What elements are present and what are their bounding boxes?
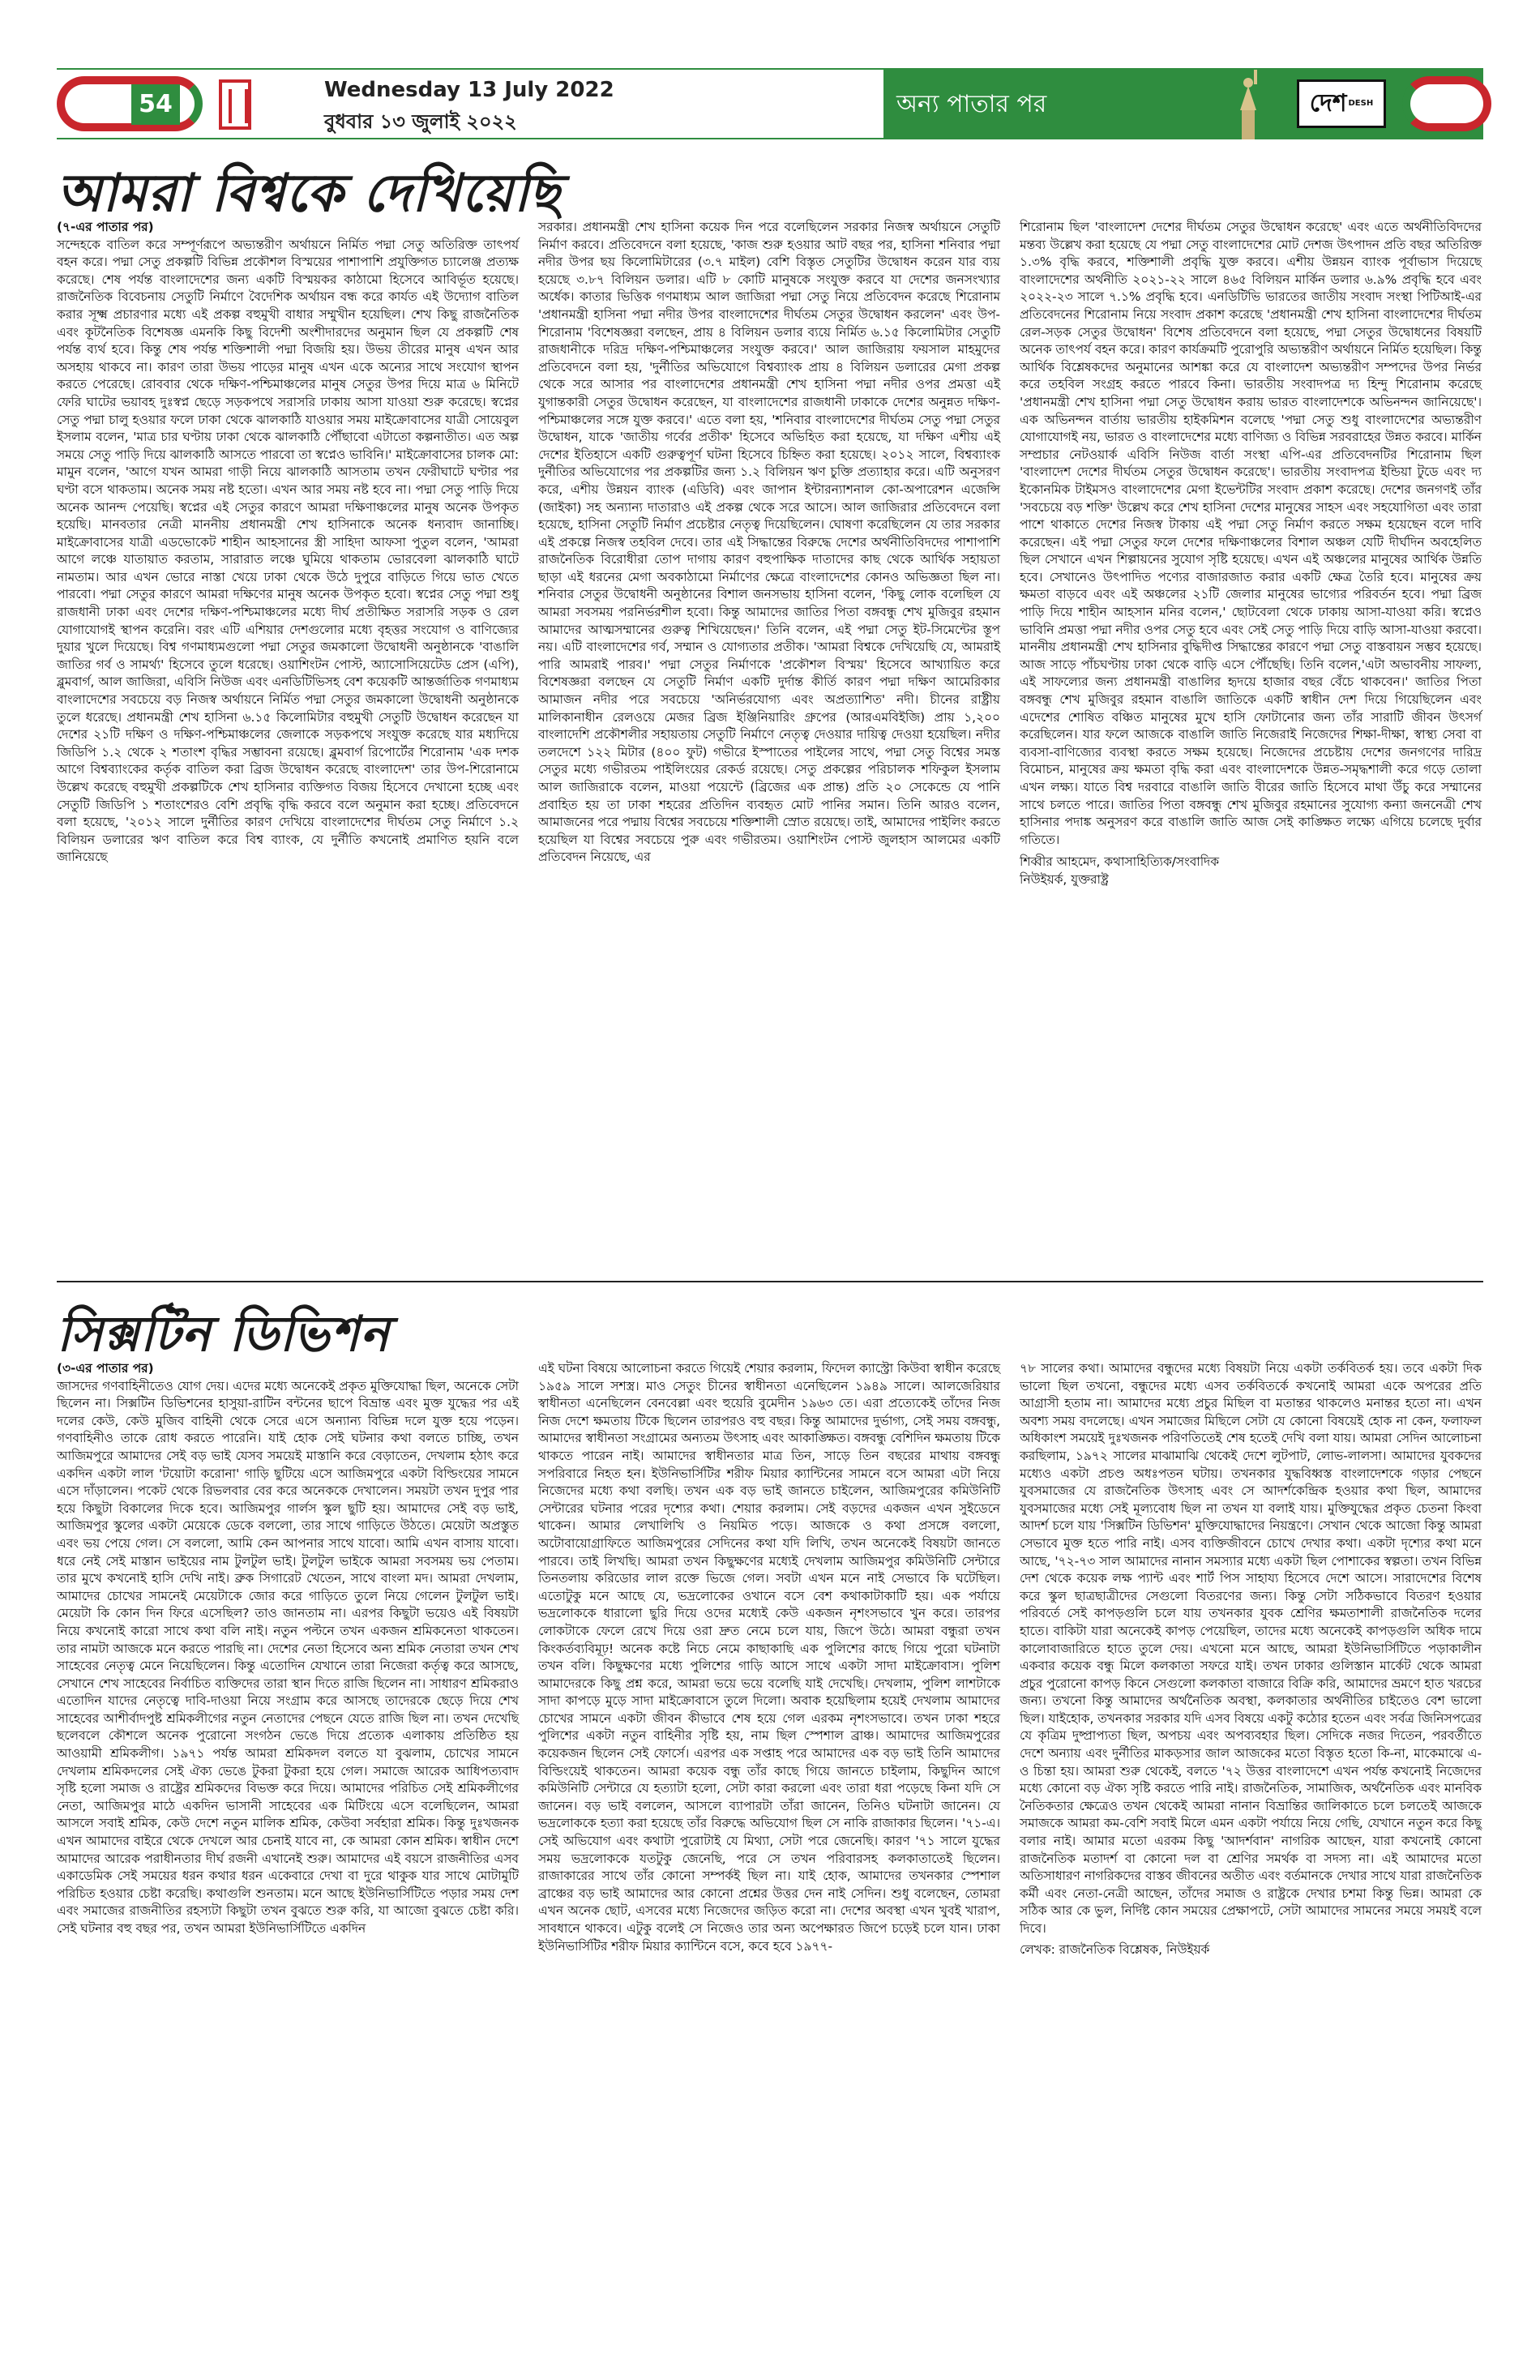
column-text: শিরোনাম ছিল 'বাংলাদেশ দেশের দীর্ঘতম সেতুর উদ্বোধন করেছে' এবং এতে অর্থনীতিবিদদের মন্তব্য উল্লেখ করা হয়েছে যে পদ্মা সেতু বাংলাদেশের মোট দেশজ উৎপাদন প্রতি বছর অতিরিক্ত ১.৩% বৃদ্ধি করবে, শক্তিশালী প্রবৃদ্ধি যুক্ত করবে। এশীয় উন্নয়ন ব্যাংক পূর্বাভাস দিয়েছে বাংলাদেশের অর্থনীতি ২০২১-২২ সালে ৪৬৫ বিলিয়ন মার্কিন ডলার ৬.৯% প্রবৃদ্ধি হবে এবং ২০২২-২৩ সালে ৭.১% প্রবৃদ্ধি হবে। এনডিটিভি ভারতের জাতীয় সংবাদ সংস্থা পিটিআই-এর প্রতিবেদনের শিরোনাম নিয়ে সংবাদ প্রকাশ করেছে 'প্রধানমন্ত্রী শেখ হাসিনা বাংলাদেশের দীর্ঘতম রেল-সড়ক সেতুর উদ্বোধন' বিশেষ প্রতিবেদনে বলা হয়েছে, পদ্মা সেতুর উদ্বোধনের বিষয়টি অনেক তাৎপর্য বহন করে। কারণ কার্যক্রমটি পুরোপুরি অভ্যন্তরীণ অর্থায়নে নির্মিত হয়েছিল। কিন্তু আর্থিক বিশ্লেষকদের অনুমানের আশঙ্কা করে যে বাংলাদেশ অভ্যন্তরীণ সম্পদের উপর নির্ভর করে তহবিল সংগ্রহ করতে পারবে কিনা। ভারতীয় সংবাদপত্র দ্য হিন্দু শিরোনাম করেছে 'প্রধানমন্ত্রী শেখ হাসিনা পদ্মা সেতু উদ্বোধন করায় ভারত বাংলাদেশকে অভিনন্দন জানিয়েছে'। এক অভিনন্দন বার্তায় ভারতীয় হাইকমিশন বলেছে 'পদ্মা সেতু শুধু বাংলাদেশের অভ্যন্তরীণ যোগাযোগই নয়, ভারত ও বাংলাদেশের মধ্যে বাণিজ্য ও বিভিন্ন সরবরাহের উন্নত করবে। মার্কিন সম্প্রচার নেটওয়ার্ক এবিসি নিউজ বার্তা সংস্থা এপি-এর প্রতিবেদনটির শিরোনাম ছিল 'বাংলাদেশ দেশের দীর্ঘতম সেতুর উদ্বোধন করেছে'। ভারতীয় সংবাদপত্র ইন্ডিয়া টুডে এবং দ্য ইকোনমিক টাইমসও বাংলাদেশের মেগা ইভেন্টটির সংবাদ প্রকাশ করেছে। দেশের জনগণই তাঁর 'সবচেয়ে বড় শক্তি' উল্লেখ করে শেখ হাসিনা দেশের মানুষের সাহস এবং সহযোগিতা এবং তারা পাশে থাকাতে দেশের নিজস্ব টাকায় এই পদ্মা সেতু নির্মাণ করতে সক্ষম হয়েছেন বলে দাবি করেছেন। এই পদ্মা সেতুর ফলে দেশের দক্ষিণাঞ্চলের বিশাল অঞ্চল যেটি দীর্ঘদিন অবহেলিত ছিল সেখানে এখন শিল্পায়নের সুযোগ সৃষ্টি হয়েছে। এখন এই অঞ্চলের মানুষের আর্থিক উন্নতি হবে। সেখানেও উৎপাদিত পণ্যের বাজারজাত করার একটি ক্ষেত্র তৈরি হবে। মানুষের ক্রয় ক্ষমতা বাড়বে এবং এই অঞ্চলের ২১টি জেলার মানুষের ভাগ্যের পরিবর্তন হবে। পদ্মা ব্রিজ পাড়ি দিয়ে শাহীন আহসান মনির বলেন,' ছোটবেলা থেকে ঢাকায় আসা-যাওয়া করি। স্বপ্নেও ভাবিনি প্রমত্তা পদ্মা নদীর ওপর সেতু হবে এবং সেই সেতু পাড়ি দিয়ে বাড়ি আসা-যাওয়া করবো। মাননীয় প্রধানমন্ত্রী শেখ হাসিনার বুদ্ধিদীপ্ত সিদ্ধান্তের কারণে পদ্মা সেতু বাস্তবায়ন সম্ভব হয়েছে। আজ সাড়ে পাঁচঘণ্টায় ঢাকা থেকে বাড়ি এসে পৌঁছেছি। তিনি বলেন,'এটা অভাবনীয় সাফল্য, এই সাফল্যের জন্য প্রধানমন্ত্রী বাঙালির হৃদয়ে হাজার বছর বেঁচে থাকবেন।' জাতির পিতা বঙ্গবন্ধু শেখ মুজিবুর রহমান বাঙালি জাতিকে একটি স্বাধীন দেশ দিয়ে গিয়েছিলেন এবং এদেশের শোষিত বঞ্চিত মানুষের মুখে হাসি ফোটানোর জন্য তাঁর সারাটি জীবন উৎসর্গ করেছিলেন। যার ফলে আজকে বাঙালি জাতি নিজেরাই নিজেদের শিক্ষা-দীক্ষা, স্বাস্থ্য সেবা বা ব্যবসা-বাণিজ্যের ব্যবস্থা করতে সক্ষম হয়েছে। নিজেদের প্রচেষ্টায় দেশের জনগণের দারিদ্র বিমোচন, মানুষের ক্রয় ক্ষমতা বৃদ্ধি করা এবং বাংলাদেশকে উন্নত-সমৃদ্ধশালী করে গড়ে তোলা এখন লক্ষ্য। যাতে বিশ্ব দরবারে বাঙালি জাতি বীরের জাতি হিসেবে মাথা উঁচু করে সম্মানের সাথে চলতে পারে। জাতির পিতা বঙ্গবন্ধু শেখ মুজিবুর রহমানের সুযোগ্য কন্যা জননেত্রী শেখ হাসিনার পদাঙ্ক অনুসরণ করে বাঙালি জাতি আজ সেই কাঙ্ক্ষিত লক্ষ্যে এগিয়ে চলেছে দুর্বার গতিতে। [1020, 220, 1482, 847]
page-number: 54 [131, 84, 180, 125]
brand-subtitle: DESH [1348, 99, 1374, 108]
continued-from-label: (৩-এর পাতার পর) [57, 1361, 154, 1376]
author-location: নিউইয়র্ক, যুক্তরাষ্ট্র [1020, 871, 1109, 887]
statue-of-liberty-icon [1224, 68, 1273, 139]
article-columns [57, 1360, 1482, 1958]
article-headline: সিক্সটিন ডিভিশন [57, 1306, 390, 1363]
article-column-2 [538, 1360, 1000, 1958]
column-text: সরকার। প্রধানমন্ত্রী শেখ হাসিনা কয়েক দিন পরে বলেছিলেন সরকার নিজস্ব অর্থায়নে সেতুটি নির্মাণ করবে। প্রতিবেদনে বলা হয়েছে, 'কাজ শুরু হওয়ার আট বছর পর, হাসিনা শনিবার পদ্মা নদীর উপর ছয় কিলোমিটারের (৩.৭ মাইল) বেশি বিস্তৃত সেতুটির উদ্বোধন করেন যার ব্যয় হয়েছে ৩.৮৭ বিলিয়ন ডলার। এটি ৮ কোটি মানুষকে সংযুক্ত করবে যা দেশের জনসংখ্যার অর্ধেক। কাতার ভিত্তিক গণমাধ্যম আল জাজিরা পদ্মা সেতু নিয়ে প্রতিবেদন করেছে শিরোনাম 'প্রধানমন্ত্রী হাসিনা পদ্মা নদীর উপর বাংলাদেশের দীর্ঘতম সেতুর উদ্বোধন করলেন' এবং উপ-শিরোনাম 'বিশেষজ্ঞরা বলছেন, প্রায় ৪ বিলিয়ন ডলার ব্যয়ে নির্মিত ৬.১৫ কিলোমিটার সেতুটি রাজধানীকে দরিদ্র দক্ষিণ-পশ্চিমাঞ্চলের সংযুক্ত করবে।' আল জাজিরায় ফয়সাল মাহমুদের প্রতিবেদনে বলা হয়, 'দুর্নীতির অভিযোগে বিশ্বব্যাংক প্রায় ৪ বিলিয়ন ডলারের মেগা প্রকল্প থেকে সরে আসার পর বাংলাদেশের প্রধানমন্ত্রী শেখ হাসিনা পদ্মা নদীর ওপর প্রমত্তা এই যুগান্তকারী সেতুর উদ্বোধন করেছেন, যা বাংলাদেশের রাজধানী ঢাকাকে দেশের অনুন্নত দক্ষিণ-পশ্চিমাঞ্চলের সঙ্গে যুক্ত করবে।' এতে বলা হয়, 'শনিবার বাংলাদেশের দীর্ঘতম সেতু পদ্মা সেতুর উদ্বোধন, যাকে 'জাতীয় গর্বের প্রতীক' হিসেবে অভিহিত করা হয়েছে, যা দক্ষিণ এশীয় এই দেশের ইতিহাসে একটি গুরুত্বপূর্ণ ঘটনা হিসেবে চিহ্নিত করা হয়েছে। ২০১২ সালে, বিশ্বব্যাংক দুর্নীতির অভিযোগের পর প্রকল্পটির জন্য ১.২ বিলিয়ন ঋণ চুক্তি প্রত্যাহার করে। এটি অনুসরণ করে, এশীয় উন্নয়ন ব্যাংক (এডিবি) এবং জাপান ইন্টারন্যাশনাল কো-অপারেশন এজেন্সি (জাইকা) সহ অন্যান্য দাতারাও এই প্রকল্প থেকে সরে আসে। আল জাজিরার প্রতিবেদনে বলা হয়েছে, হাসিনা সেতুটি নির্মাণ প্রচেষ্টার নেতৃত্ব দিয়েছিলেন। ঘোষণা করেছিলেন যে তার সরকার এই প্রকল্পে নিজস্ব তহবিল দেবে। তার এই সিদ্ধান্তের বিরুদ্ধে দেশের অর্থনীতিবিদদের পাশাপাশি রাজনৈতিক বিরোধীরা তোপ দাগায় কারণ বহুপাক্ষিক দাতাদের কাছ থেকে আর্থিক সহায়তা ছাড়া এই ধরনের মেগা অবকাঠামো নির্মাণের ক্ষেত্রে বাংলাদেশের কোনও অভিজ্ঞতা ছিল না। শনিবার সেতুর উদ্বোধনী অনুষ্ঠানের বিশাল জনসভায় হাসিনা বলেন, 'কিছু লোক বলেছিল যে আমরা সবসময় পরনির্ভরশীল হবো। কিন্তু আমাদের জাতির পিতা বঙ্গবন্ধু শেখ মুজিবুর রহমান আমাদের আত্মসম্মানের গুরুত্ব শিখিয়েছেন।' তিনি বলেন, এই পদ্মা সেতু ইট-সিমেন্টের স্তূপ নয়। এটি বাংলাদেশের গর্ব, সম্মান ও যোগ্যতার প্রতীক। 'আমরা বিশ্বকে দেখিয়েছি যে, আমরাই পারি আমরাই পারব।' পদ্মা সেতুর নির্মাণকে 'প্রকৌশল বিস্ময়' হিসেবে আখ্যায়িত করে বিশেষজ্ঞরা বলছেন যে সেতুটি নির্মাণ একটি দুর্দান্ত কীর্তি কারণ পদ্মা দক্ষিণ আমেরিকার আমাজন নদীর পরে সবচেয়ে 'অনির্ভরযোগ্য এবং অপ্রত্যাশিত' নদী। চীনের রাষ্ট্রীয় মালিকানাধীন রেলওয়ে মেজর ব্রিজ ইঞ্জিনিয়ারিং গ্রুপের (আরএমবিইজি) প্রায় ১,২০০ বাংলাদেশি প্রকৌশলীর সহায়তায় সেতুটি নির্মাণে নেতৃত্ব দেওয়ার দায়িত্ব দেওয়া হয়েছিল। নদীর তলদেশে ১২২ মিটার (৪০০ ফুট) গভীরে ইস্পাতের পাইলের সাথে, পদ্মা সেতু বিশ্বের সমস্ত সেতুর মধ্যে গভীরতম পাইলিংয়ের রেকর্ড রয়েছে। সেতু প্রকল্পের পরিচালক শফিকুল ইসলাম আল জাজিরাকে বলেন, মাওয়া পয়েন্টে (ব্রিজের এক প্রান্ত) প্রতি ২০ সেকেন্ডে যে পানি প্রবাহিত হয় তা ঢাকা শহরের প্রতিদিন ব্যবহৃত মোট পানির সমান। তিনি আরও বলেন, আমাজনের পরে পদ্মায় বিশ্বের সবচেয়ে শক্তিশালী স্রোত রয়েছে। তাই, আমাদের পাইলিং করতে হয়েছিল যা বিশ্বের সবচেয়ে পুরু এবং গভীরতম। ওয়াশিংটন পোস্ট জুলহাস আলমের একটি প্রতিবেদন নিয়েছে, এর [538, 220, 1000, 865]
header-left-ornament [57, 76, 203, 131]
author-byline: লেখক: রাজনৈতিক বিশ্লেষক, নিউইয়র্ক [1020, 1941, 1210, 1957]
column-text: ৭৮ সালের কথা। আমাদের বন্ধুদের মধ্যে বিষয়টা নিয়ে একটা তর্কবিতর্ক হয়। তবে একটা দিক ভালো ছিল তখনো, বন্ধুদের মধ্যে এসব তর্কবিতর্কে কখনোই আমরা একে অপরের প্রতি আগ্রাসী হতাম না। আমাদের মধ্যে প্রচুর মিছিল বা মতান্তর থাকলেও মনান্তর হতো না। এখন অবশ্য সময় বদলেছে। এখন সমাজের মিছিলে সেটা যে কোনো বিষয়েই হোক না কেন, ফলাফল অধিকাংশ সময়েই দুঃখজনক পরিণতিতেই শেষ হতেই দেখি বলা যায়। আমরা সেদিন আলোচনা করছিলাম, ১৯৭২ সালের মাঝামাঝি থেকেই দেশে লুটপাট, লোভ-লালসা। আমাদের যুবকদের মধ্যেও একটা প্রচণ্ড অধঃপতন ঘটায়। তখনকার যুদ্ধবিধ্বস্ত বাংলাদেশকে গড়ার পেছনে যুবসমাজের যে রাজনৈতিক উৎসাহ এবং সে আদর্শকেন্দ্রিক হওয়ার কথা ছিল, আমাদের যুবসমাজের মধ্যে সেই মূল্যবোধ ছিল না তখন যা বলাই যায়। মুক্তিযুদ্ধের প্রকৃত চেতনা কিংবা আদর্শ চলে যায় 'সিক্সটিন ডিভিশন' মুক্তিযোদ্ধাদের নিয়ন্ত্রণে। সেখান থেকে আজো কিন্তু আমরা সেভাবে মুক্ত হতে পারি নাই। এসব ব্যক্তিজীবনে চোখে দেখার কথা। একটা দৃশ্যের কথা মনে আছে, '৭২-৭৩ সাল আমাদের নানান সমস্যার মধ্যে একটা ছিল পোশাকের স্বল্পতা। তখন বিভিন্ন দেশ থেকে কয়েক লক্ষ প্যান্ট এবং শার্ট পিস সাহায্য হিসেবে দেশে আসে। সারাদেশের বিশেষ করে স্কুল ছাত্রছাত্রীদের সেগুলো বিতরণের জন্য। কিন্তু সেটা সঠিকভাবে বিতরণ হওয়ার পরিবর্তে সেই কাপড়গুলি চলে যায় তখনকার যুবক শ্রেণির ক্ষমতাশালী রাজনৈতিক দলের হাতে। বাকিটা যারা অনেকেই কাপড় পেয়েছিল, তাদের মধ্যে অনেকেই কাপড়গুলি অধিক দামে কালোবাজারিতে হাতে তুলে দেয়। এখনো মনে আছে, আমরা ইউনিভার্সিটিতে পড়াকালীন একবার কয়েক বন্ধু মিলে কলকাতা সফরে যাই। তখন ঢাকার গুলিস্তান মার্কেট থেকে আমরা প্রচুর পুরোনো কাপড় কিনে সেগুলো কলকাতা বাজারে বিক্রি করি, আমাদের ভ্রমণে হাত খরচের জন্য। তখনো কিন্তু আমাদের অর্থনৈতিক অবস্থা, কলকাতার অর্থনীতির চাইতেও বেশ ভালো ছিল। যাইহোক, তখনকার সরকার যদি এসব বিষয়ে একটু কঠোর হতেন এবং সর্বত্র জিনিসপত্রের যে কৃত্রিম দুষ্প্রাপ্যতা ছিল, অপচয় এবং অপব্যবহার ছিল। সেদিকে নজর দিতেন, পরবর্তীতে দেশে অন্যায় এবং দুর্নীতির মাকড়সার জাল আজকের মতো বিস্তৃত হতো কি-না, মাকেমাঝে এ-ও চিন্তা হয়। আমরা শুরু থেকেই, বলতে '৭২ উত্তর বাংলাদেশে এখন পর্যন্ত কখনোই নিজেদের মধ্যে কোনো বড় ঐক্য সৃষ্টি করতে পারি নাই। রাজনৈতিক, সামাজিক, অর্থনৈতিক এবং মানবিক নৈতিকতার ক্ষেত্রেও তখন থেকেই আমরা নানান বিভ্রান্তির জালিকাতে চলে চলতেই আজকে সমাজকে আমরা কম-বেশি সবাই মিলে এমন একটা পর্যায়ে নিয়ে গেছি, যেখানে নতুন করে কিছু বলার নাই। আমার মতো এরকম কিছু 'আদর্শবান' নাগরিক আছেন, যারা কখনোই কোনো রাজনৈতিক মতাদর্শ বা কোনো দল বা শ্রেণির সমর্থক বা সদস্য না। এই আমাদের মতো অতিসাধারণ নাগরিকদের বাস্তব জীবনের অতীত এবং বর্তমানকে দেখার সাথে যারা রাজনৈতিক কর্মী এবং নেতা-নেত্রী আছেন, তাঁদের সমাজ ও রাষ্ট্রকে দেখার চশমা কিন্তু ভিন্ন। আমরা কে সঠিক আর কে ভুল, নির্দিষ্ট কোন সময়ের প্রেক্ষাপটে, সেটা আমাদের সামনের সময়ে সময়ই বলে দিবে। [1020, 1361, 1482, 1936]
column-text: জাসদের গণবাহিনীতেও যোগ দেয়। এদের মধ্যে অনেকেই প্রকৃত মুক্তিযোদ্ধা ছিল, অনেকে সেটা ছিলেন না। সিক্সটিন ডিভিশনের হাসুয়া-রাটিন বন্টনের ছাপে বিভ্রান্ত এবং মুক্ত যুদ্ধের পর এই দলের কেউ, কেউ মুজিব বাহিনী থেকে সেরে এসে অন্যান্য বিভিন্ন দলে যুক্ত হয়ে পড়েন। গণবাহিনীও তাকে রোধ করতে পারেনি। যাই হোক সেই ঘটনার কথা বলতে চাচ্ছি, তখন আজিমপুরে আমাদের সেই বড় ভাই যেসব সময়েই মাস্তানি করে বেড়াতেন, দেখলাম হঠাৎ করে একদিন একটা লাল 'টয়োটা করোনা' গাড়ি ছুটিয়ে এসে আজিমপুরে একটা বিল্ডিংয়ের সামনে এসে দাঁড়ালেন। পকেট থেকে রিভলবার বের করে অনেককে দেখালেন। সময়টা তখন দুপুর পার হয়ে কিছুটা বিকালের দিকে হবে। আজিমপুর গার্লস স্কুল ছুটি হয়। আমাদের সেই বড় ভাই, আজিমপুর স্কুলের একটা মেয়েকে ডেকে বললো, তার সাথে গাড়িতে উঠতে। মেয়েটা অপ্রস্তুত এবং ভয় পেয়ে গেল। সে বললো, আমি কেন আপনার সাথে যাবো। আমি এখন বাসায় যাবো। ধরে নেই সেই মাস্তান ভাইয়ের নাম টুলটুল ভাই। টুলটুল ভাইকে আমরা সবসময় ভয় পেতাম। তার মুখে কখনোই হাসি দেখি নাই। ব্রুক সিগারেট খেতেন, সাথে বাংলা মদ। আমরা দেখলাম, আমাদের চোখের সামনেই মেয়েটাকে জোর করে গাড়িতে তুলে নিয়ে গেলেন টুলটুল ভাই। মেয়েটা কি কোন দিন ফিরে এসেছিল? তাও জানতাম না। এরপর কিছুটা ভয়েও এই বিষয়টা নিয়ে কখনোই কারো সাথে কথা বলি নাই। নতুন পল্টনে তখন একজন শ্রমিকনেতা থাকতেন। তার নামটা আজকে মনে করতে পারছি না। দেশের নেতা হিসেবে অন্য শ্রমিক নেতারা তখন শেখ সাহেবের নেতৃত্ব মেনে নিয়েছিলেন। কিন্তু এতোদিন যেখানে তারা নিজেরা কর্তৃত্ব করে আসছে, সেখানে শেখ সাহেবের নির্বাচিত ব্যক্তিদের তারা স্থান দিতে রাজি ছিলেন না। সাধারণ শ্রমিকরাও এতোদিন যাদের নেতৃত্বে দাবি-দাওয়া নিয়ে সংগ্রাম করে আসছে তাদেরকে ছেড়ে দিয়ে শেখ সাহেবের আশীর্বাদপুষ্ট শ্রমিকলীগের নতুন নেতাদের পেছনে যেতে রাজি ছিল না। তখন দেখেছি ছলেবলে কৌশলে অনেক পুরোনো সংগঠন ভেঙে দিয়ে প্রত্যেক এলাকায় প্রতিষ্ঠিত হয় আওয়ামী শ্রমিকলীগ। ১৯৭১ পর্যন্ত আমরা শ্রমিকদল বলতে যা বুঝলাম, চোখের সামনে দেখলাম শ্রমিকদলের সেই ঐক্য ভেঙে টুকরা টুকরা হয়ে গেল। সমাজে আরেক আধিপত্যবাদ সৃষ্টি হলো সমাজ ও রাষ্ট্রের শ্রমিকদের বিভক্ত করে দিয়ে। আমাদের পরিচিত সেই শ্রমিকলীগের নেতা, আজিমপুর মাঠে একদিন ভাসানী সাহেবের এক মিটিংয়ে এসে বলেছিলেন, আমরা আসলে সবাই শ্রমিক, কেউ দেশে নতুন মালিক শ্রমিক, কেউবা সর্বহারা শ্রমিক। কিন্তু দুঃখজনক এখন আমাদের বাইরে থেকে দেখলে আর চেনাই যাবে না, কে আমরা কোন শ্রমিক। স্বাধীন দেশে আমাদের আরেক পরাধীনতার দীর্ঘ রজনী এখানেই শুরু। আমাদের এই বয়সে রাজনীতির এসব একাডেমিক সেই সময়ের ধরন কথার ধরন একেবারে দেখা বা দুরে থাকুক যার সাথে মোটামুটি পরিচিত হওয়ার চেষ্টা করেছি। কথাগুলি শুনতাম। মনে আছে ইউনিভার্সিটিতে পড়ার সময় দেশ এবং সমাজের রাজনীতির রহস্যটা কিছুটা তখন বুঝতে শুরু করি, যা আজো বুঝতে চেষ্টা করি। সেই ঘটনার বহু বছর পর, তখন আমরা ইউনিভার্সিটিতে একদিন [57, 1378, 519, 1936]
article-column-1 [57, 219, 519, 889]
pillar-logo-icon [219, 79, 251, 130]
article-column-3 [1020, 1360, 1482, 1958]
brand-name: দেশ [1309, 89, 1347, 118]
article-column-1 [57, 1360, 519, 1958]
author-byline: শিব্বীর আহমেদ, কথাসাহিত্যিক/সংবাদিক [1020, 854, 1219, 870]
brand-logo [1297, 79, 1386, 128]
article-headline: আমরা বিশ্বকে দেখিয়েছি [57, 163, 561, 224]
article-column-2 [538, 219, 1000, 889]
header-right-ornament [1402, 76, 1491, 131]
article-column-3 [1020, 219, 1482, 889]
column-text: সন্দেহকে বাতিল করে সম্পূর্ণরূপে অভ্যন্তরীণ অর্থায়নে নির্মিত পদ্মা সেতু অতিরিক্ত তাৎপর্য বহন করে। পদ্মা সেতু প্রকল্পটি বিভিন্ন প্রকৌশল বিস্ময়ের পাশাপাশি প্রযুক্তিগত চ্যালেঞ্জ প্রত্যক্ষ করেছে। শেষ পর্যন্ত বাংলাদেশের জন্য একটি বিস্ময়কর কাঠামো হিসেবে আবির্ভূত হয়েছে। রাজনৈতিক বিবেচনায় সেতুটি নির্মাণে বৈদেশিক অর্থায়ন বন্ধ করে কার্যত এই উদ্যোগ বাতিল করার সূক্ষ্ম প্রচারণার মধ্যে এই প্রকল্প বহুমুখী বাধার সম্মুখীন হয়েছিল। শেখ কিছু রাজনৈতিক এবং কূটনৈতিক বিশেষজ্ঞ এমনকি কিছু বিদেশী অংশীদারদের অনুমান ছিল যে প্রকল্পটি শেষ পর্যন্ত ব্যর্থ হবে। কিন্তু শেষ পর্যন্ত শক্তিশালী পদ্মা বিজয়ি হয়। উভয় তীরের মানুষ এখন আর অসহায় থাকবে না। কারণ তারা উভয় পাড়ের মানুষ এখন একে অন্যের সাথে সংযোগ স্থাপন করতে পেরেছে। রোববার থেকে দক্ষিণ-পশ্চিমাঞ্চলের মানুষ সেতুর উপর দিয়ে মাত্র ৬ মিনিটে ফেরি ঘাটের ভয়াবহ দুঃস্বপ্ন ছেড়ে সড়কপথে সরাসরি ঢাকায় আসা যাওয়া শুরু করেছে। স্বপ্নের সেতু পদ্মা চালু হওয়ার ফলে ঢাকা থেকে ঝালকাঠি যাওয়ার সময় মাইক্রোবাসের যাত্রী সোয়েবুল ইসলাম বলেন, 'মাত্র চার ঘণ্টায় ঢাকা থেকে ঝালকাঠি পৌঁছাবো এটাতো কল্পনাতীত। এত অল্প সময়ে সেতু পাড়ি দিয়ে ঝালকাঠি আসতে পারবো তা স্বপ্নেও ভাবিনি।' মাইক্রোবাসের চালক মো: মামুন বলেন, 'আগে যখন আমরা গাড়ী নিয়ে ঝালকাঠি আসতাম তখন ফেরীঘাটে ঘণ্টার পর ঘণ্টা বসে থাকতাম। অনেক সময় নষ্ট হতো। এখন আর সময় নষ্ট হবে না। পদ্মা সেতু পাড়ি দিয়ে অনেক আনন্দ পেয়েছি। স্বপ্নের এই সেতুর কারণে আমরা দক্ষিণাঞ্চলের মানুষ অনেক উপকৃত হয়েছি। মানবতার নেত্রী মাননীয় প্রধানমন্ত্রী শেখ হাসিনাকে অনেক ধন্যবাদ জানাচ্ছি। মাইক্রোবাসের যাত্রী এডভোকেট শাহীন আহসানের স্ত্রী সাহিদা আফসা পুতুল বলেন, 'আমরা আগে লঞ্চে যাতায়াত করতাম, সারারাত লঞ্চে ঘুমিয়ে থাকতাম ভোরবেলা ঝালকাঠি ঘাটে নামতাম। আর এখন ভোরে নাস্তা খেয়ে ঢাকা থেকে উঠে দুপুরে বাড়িতে গিয়ে ভাত খেতে পারবো। পদ্মা সেতুর কারণে আমরা দক্ষিণের মানুষ অনেক উপকৃত হবো। স্বপ্নের সেতু পদ্মা শুধু রাজধানী ঢাকা এবং দেশের দক্ষিণ-পশ্চিমাঞ্চলের মধ্যে দীর্ঘ প্রতীক্ষিত সরাসরি সড়ক ও রেল যোগাযোগই স্থাপন করেনি। বরং এটি এশিয়ার দেশগুলোর মধ্যে বৃহত্তর সংযোগ ও বাণিজ্যের দুয়ার খুলে দিয়েছে। বিশ্ব গণমাধ্যমগুলো পদ্মা সেতুর জমকালো উদ্বোধনী অনুষ্ঠানকে 'বাঙালি জাতির গর্ব ও সামর্থ্য' হিসেবে তুলে ধরেছে। ওয়াশিংটন পোস্ট, অ্যাসোসিয়েটেড প্রেস (এপি), ব্লুমবার্গ, আল জাজিরা, এবিসি নিউজ এবং এনডিটিভিসহ বেশ কয়েকটি আন্তর্জাতিক গণমাধ্যম বাংলাদেশের সবচেয়ে বড় নিজস্ব অর্থায়নে নির্মিত পদ্মা সেতুর জমকালো উদ্বোধনী অনুষ্ঠানকে তুলে ধরেছে। প্রধানমন্ত্রী শেখ হাসিনা ৬.১৫ কিলোমিটার বহুমুখী সেতুটি উদ্বোধন করেছেন যা দেশের ২১টি দক্ষিণ ও দক্ষিণ-পশ্চিমাঞ্চলের জেলাকে সড়কপথে সংযুক্ত করেছে যার মধ্যদিয়ে জিডিপি ১.২ থেকে ২ শতাংশ বৃদ্ধির সম্ভাবনা রয়েছে। ব্লুমবার্গ রিপোর্টের শিরোনাম 'এক দশক আগে বিশ্বব্যাংকের কর্তৃক বাতিল করা ব্রিজ উদ্বোধন করেছে বাংলাদেশ' তার উপ-শিরোনামে উল্লেখ করেছে বহুমুখী প্রকল্পটিকে শেখ হাসিনার ব্যক্তিগত বিজয় হিসেবে দেখানো হচ্ছে এবং সেতুটি জিডিপি ১ শতাংশেরও বেশি প্রবৃদ্ধি বৃদ্ধি করবে বলে অনুমান করা হচ্ছে। প্রতিবেদনে বলা হয়েছে, '২০১২ সালে দুর্নীতির কারণ দেখিয়ে বাংলাদেশের দীর্ঘতম সেতু নির্মাণে ১.২ বিলিয়ন ডলারের ঋণ বাতিল করে বিশ্ব ব্যাংক, যে দুর্নীতি কখনোই প্রমাণিত হয়নি বলে জানিয়েছে [57, 237, 519, 865]
continued-from-label: (৭-এর পাতার পর) [57, 220, 154, 234]
column-text: এই ঘটনা বিষয়ে আলোচনা করতে গিয়েই শেয়ার করলাম, ফিদেল ক্যাস্ট্রো কিউবা স্বাধীন করেছে ১৯৫৯ সালে সশস্ত্র। মাও সেতুং চীনের স্বাধীনতা এনেছিলেন ১৯৪৯ সালে। আলজেরিয়ার স্বাধীনতা এনেছিলেন বেনবেল্লা এবং হুয়েরি বুমেদীন ১৯৬৩ তে। এরা প্রত্যেকেই তাঁদের নিজ নিজ দেশে ক্ষমতায় টিকে ছিলেন তারপরও বহু বছর। কিন্তু আমাদের দুর্ভাগ্য, সেই সময় বঙ্গবন্ধু, আমাদের স্বাধীনতা সংগ্রামের অন্যতম উৎসাহ এবং আকাঙ্ক্ষিত। বঙ্গবন্ধু বেশিদিন ক্ষমতায় টিকে থাকতে পারেন নাই। আমাদের স্বাধীনতার মাত্র তিন, সাড়ে তিন বছরের মাথায় বঙ্গবন্ধু সপরিবারে নিহত হন। ইউনিভার্সিটির শরীফ মিয়ার ক্যান্টিনের সামনে বসে আমরা এটা নিয়ে নিজেদের মধ্যে কথা বলছি। তখন এক বড় ভাই জানতে চাইলেন, আজিমপুরের কমিউনিটি সেন্টারের ঘটনার পরের দৃশ্যের কথা। শেয়ার করলাম। সেই বড়দের একজন এখন সুইডেনে থাকেন। আমার লেখালিখি ও নিয়মিত পড়ে। আজকে ও কথা প্রসঙ্গে বললো, অটোবায়োগ্রাফিতে আজিমপুরের সেদিনের কথা যদি লিখি, তখন অনেকেই বিষয়টা জানতে পারবে। তাই লিখছি। আমরা তখন কিছুক্ষণের মধ্যেই দেখলাম আজিমপুর কমিউনিটি সেন্টারে তিনতলায় করিডোর লাল রক্তে ভিজে গেল। সবটা এখন মনে নাই সেভাবে কি ঘটেছিল। এতোটুকু মনে আছে যে, ভদ্রলোকের ওখানে বসে বেশ কথাকাটাকাটি হয়। এক পর্যায়ে ভদ্রলোককে ধারালো ছুরি দিয়ে ওদের মধ্যেই কেউ একজন নৃশংসভাবে খুন করে। তারপর লোকটাকে ফেলে রেখে দিয়ে ওরা দ্রুত নেমে চলে যায়, জিপে উঠে। আমরা বন্ধুরা তখন কিংকর্তব্যবিমূঢ়! অনেক কষ্টে নিচে নেমে কাছাকাছি এক পুলিশের কাছে গিয়ে পুরো ঘটনাটা তখন বলি। কিছুক্ষণের মধ্যে পুলিশের গাড়ি আসে সাথে একটা সাদা মাইক্রোবাস। পুলিশ আমাদেরকে কিছু প্রশ্ন করে, আমরা ভয়ে ভয়ে বলেছি যাই দেখেছি। দেখলাম, পুলিশ লাশটাকে সাদা কাপড়ে মুড়ে সাদা মাইক্রোবাসে তুলে দিলো। অবাক হয়েছিলাম হয়েই দেখলাম আমাদের চোখের সামনে একটা জীবন কীভাবে শেষ হয়ে গেল এরকম নৃশংসভাবে। তখন ঢাকা শহরে পুলিশের একটা নতুন বাহিনীর সৃষ্টি হয়, নাম ছিল স্পেশাল ব্রাঞ্চ। আমাদের আজিমপুরের কয়েকজন ছিলেন সেই ফোর্সে। এরপর এক সপ্তাহ পরে আমাদের এক বড় ভাই তিনি আমাদের বিল্ডিংয়েই থাকতেন। আমরা কয়েক বন্ধু তাঁর কাছে গিয়ে জানতে চাইলাম, কিছুদিন আগে কমিউনিটি সেন্টারে যে হত্যাটা হলো, সেটা কারা করলো এবং তারা ধরা পড়েছে কিনা যদি সে জানেন। বড় ভাই বললেন, আসলে ব্যাপারটা তাঁরা জানেন, তিনিও ঘটনাটা জানেন। যে ভদ্রলোককে হত্যা করা হয়েছে তাঁর বিরুদ্ধে অভিযোগ ছিল সে নাকি রাজাকার ছিলেন। '৭১-এ। সেই অভিযোগ এবং কথাটা পুরোটাই যে মিথ্যা, সেটা পরে জেনেছি। কারণ '৭১ সালে যুদ্ধের সময় ভদ্রলোককে যতটুকু জেনেছি, পরে সে তখন পরিবারসহ কলকাতাতেই ছিলেন। রাজাকারের সাথে তাঁর কোনো সম্পর্কই ছিল না। যাই হোক, আমাদের তখনকার স্পেশাল ব্রাঞ্চের বড় ভাই আমাদের আর কোনো প্রশ্নের উত্তর দেন নাই সেদিন। শুধু বলেছেন, তোমরা এখন অনেক ছোট, এসবের মধ্যে নিজেদের জড়িত করো না। দেশের অবস্থা এখন খুবই খারাপ, সাবধানে থাকবে। এটুকু বলেই সে নিজেও তার অন্য অপেক্ষারত জিপে চড়েই চলে যান। ঢাকা ইউনিভার্সিটির শরীফ মিয়ার ক্যান্টিনে বসে, কবে হবে ১৯৭৭- [538, 1361, 1000, 1954]
article-columns [57, 219, 1482, 889]
date-english: Wednesday 13 July 2022 [324, 78, 614, 102]
article-padma-bridge [57, 154, 1483, 1256]
page-header [57, 68, 1483, 139]
article-divider [57, 1281, 1483, 1282]
article-sixteen-division [57, 1297, 1483, 2351]
section-label: অন্য পাতার পর [896, 90, 1047, 118]
date-bengali: বুধবার ১৩ জুলাই ২০২২ [324, 110, 517, 133]
